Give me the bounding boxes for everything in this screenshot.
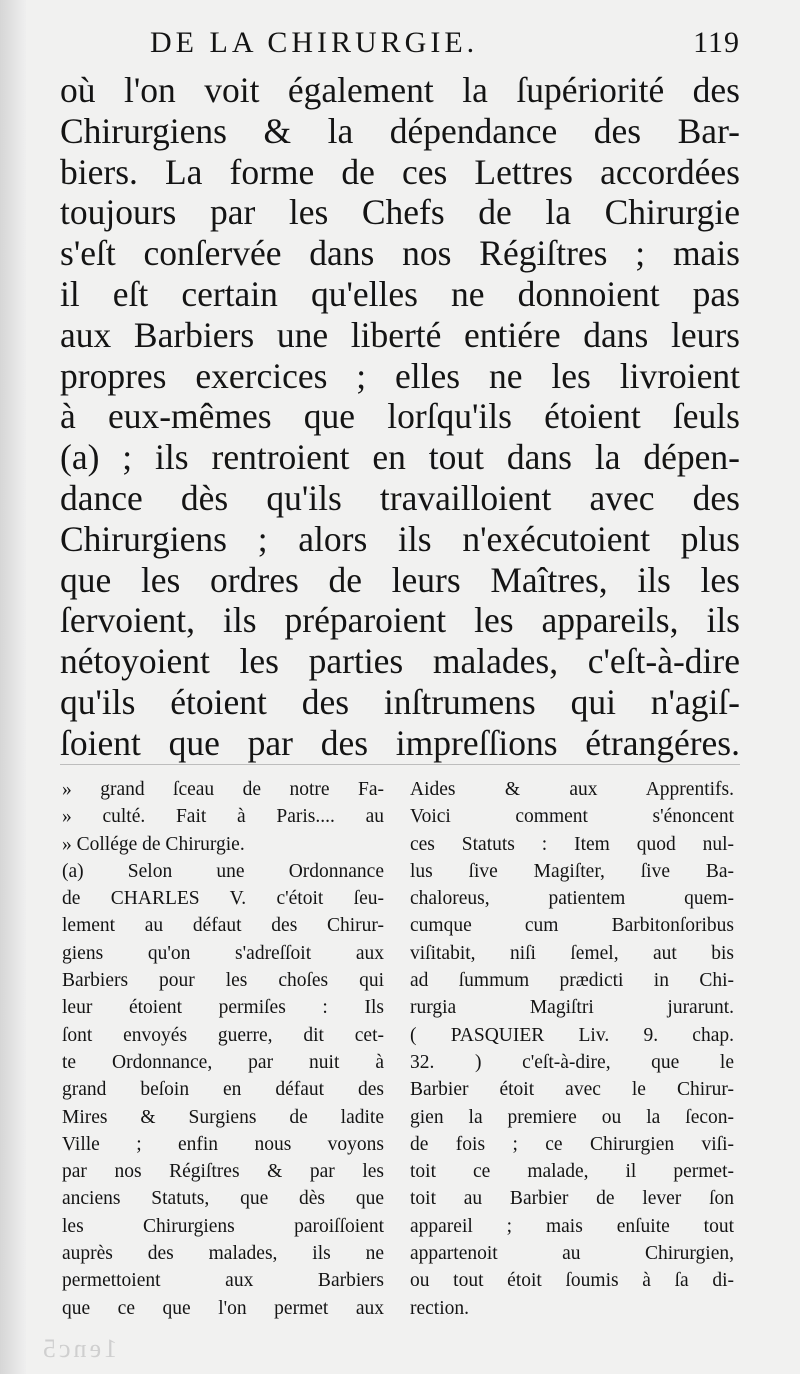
footnote-column-left bbox=[62, 776, 384, 1322]
footnote-line: auprès des malades, ils ne bbox=[62, 1243, 384, 1265]
footnote-line: de CHARLES V. c'étoit ſeu- bbox=[62, 888, 384, 910]
footnote-line: (a) Selon une Ordonnance bbox=[62, 860, 384, 882]
footnote-line: lement au défaut des Chirur- bbox=[62, 915, 384, 937]
main-text-line: nétoyoient les parties malades, c'eſt-à-dire bbox=[60, 641, 740, 682]
footnote-line: permettoient aux Barbiers bbox=[62, 1270, 384, 1292]
page-gutter-shadow bbox=[0, 0, 26, 1374]
main-text-block bbox=[60, 70, 740, 764]
footnote-line: grand beſoin en défaut des bbox=[62, 1079, 384, 1101]
footnote-line: Barbier étoit avec le Chirur- bbox=[410, 1079, 734, 1101]
footnote-line: 32. ) c'eſt-à-dire, que le bbox=[410, 1051, 734, 1073]
footnote-line: anciens Statuts, que dès que bbox=[62, 1188, 384, 1210]
main-text-line: ſoient que par des impreſſions étrangéres. bbox=[60, 722, 740, 763]
footnote-line: ſont envoyés guerre, dit cet- bbox=[62, 1024, 384, 1046]
footnote-line: par nos Régiſtres & par les bbox=[62, 1161, 384, 1183]
main-text-line: s'eſt conſervée dans nos Régiſtres ; mais bbox=[60, 233, 740, 274]
footnote-line: viſitabit, niſi ſemel, aut bis bbox=[410, 942, 734, 964]
footnote-divider bbox=[60, 764, 740, 765]
footnote-line: leur étoient permiſes : Ils bbox=[62, 997, 384, 1019]
main-text-line: ſervoient, ils préparoient les appareils, ils bbox=[60, 600, 740, 641]
footnote-column-right bbox=[410, 776, 734, 1322]
main-text-line: biers. La forme de ces Lettres accordées bbox=[60, 151, 740, 192]
footnote-line: lus ſive Magiſter, ſive Ba- bbox=[410, 860, 734, 882]
footnote-line: » Collége de Chirurgie. bbox=[62, 833, 245, 855]
footnote-line: toit au Barbier de lever ſon bbox=[410, 1188, 734, 1210]
footnote-line: ou tout étoit ſoumis à ſa di- bbox=[410, 1270, 734, 1292]
footnote-line: appareil ; mais enſuite tout bbox=[410, 1215, 734, 1237]
footnote-line: les Chirurgiens paroiſſoient bbox=[62, 1215, 384, 1237]
footnote-line: » culté. Fait à Paris.... au bbox=[62, 806, 384, 828]
running-head bbox=[150, 26, 740, 66]
footnote-line: ( PASQUIER Liv. 9. chap. bbox=[410, 1024, 734, 1046]
main-text-line: où l'on voit également la ſupériorité des bbox=[60, 70, 740, 110]
footnote-line: giens qu'on s'adreſſoit aux bbox=[62, 942, 384, 964]
footnote-line: te Ordonnance, par nuit à bbox=[62, 1051, 384, 1073]
main-text-line: toujours par les Chefs de la Chirurgie bbox=[60, 192, 740, 233]
footnote-line: toit ce malade, il permet- bbox=[410, 1161, 734, 1183]
main-text-line: Chirurgiens & la dépendance des Bar- bbox=[60, 110, 740, 151]
footnote-line: appartenoit au Chirurgien, bbox=[410, 1243, 734, 1265]
footnote-line: gien la premiere ou la ſecon- bbox=[410, 1106, 734, 1128]
running-title: DE LA CHIRURGIE. bbox=[150, 26, 479, 59]
main-text-line: Chirurgiens ; alors ils n'exécutoient plus bbox=[60, 518, 740, 559]
main-text-line: à eux-mêmes que lorſqu'ils étoient ſeuls bbox=[60, 396, 740, 437]
footnote-line: Barbiers pour les choſes qui bbox=[62, 970, 384, 992]
footnote-line: cumque cum Barbitonſoribus bbox=[410, 915, 734, 937]
footnote-line: » grand ſceau de notre Fa- bbox=[62, 779, 384, 800]
footnote-line: chaloreus, patientem quem- bbox=[410, 888, 734, 910]
main-text-line: que les ordres de leurs Maîtres, ils les bbox=[60, 559, 740, 600]
footnote-line: Mires & Surgiens de ladite bbox=[62, 1106, 384, 1128]
main-text-line: dance dès qu'ils travailloient avec des bbox=[60, 477, 740, 518]
footnote-line: ad ſummum prædicti in Chi- bbox=[410, 970, 734, 992]
main-text-line: qu'ils étoient des inſtrumens qui n'agiſ- bbox=[60, 681, 740, 722]
main-text-line: propres exercices ; elles ne les livroient bbox=[60, 355, 740, 396]
main-text-line: aux Barbiers une liberté entiére dans leurs bbox=[60, 314, 740, 355]
footnote-line: rection. bbox=[410, 1297, 470, 1319]
main-text-line: (a) ; ils rentroient en tout dans la dépen- bbox=[60, 437, 740, 478]
footnote-line: Voici comment s'énoncent bbox=[410, 806, 734, 828]
footnote-line: Aides & aux Apprentifs. bbox=[410, 779, 734, 800]
main-text-line: il eſt certain qu'elles ne donnoient pas bbox=[60, 273, 740, 314]
footnote-line: ces Statuts : Item quod nul- bbox=[410, 833, 734, 855]
bleed-through-text: 1enc5 bbox=[40, 1334, 118, 1363]
footnote-line: que ce que l'on permet aux bbox=[62, 1297, 384, 1319]
footnote-line: Ville ; enfin nous voyons bbox=[62, 1133, 384, 1155]
page-number: 119 bbox=[693, 26, 740, 59]
footnote-line: rurgia Magiſtri jurarunt. bbox=[410, 997, 734, 1019]
footnote-line: de fois ; ce Chirurgien viſi- bbox=[410, 1133, 734, 1155]
